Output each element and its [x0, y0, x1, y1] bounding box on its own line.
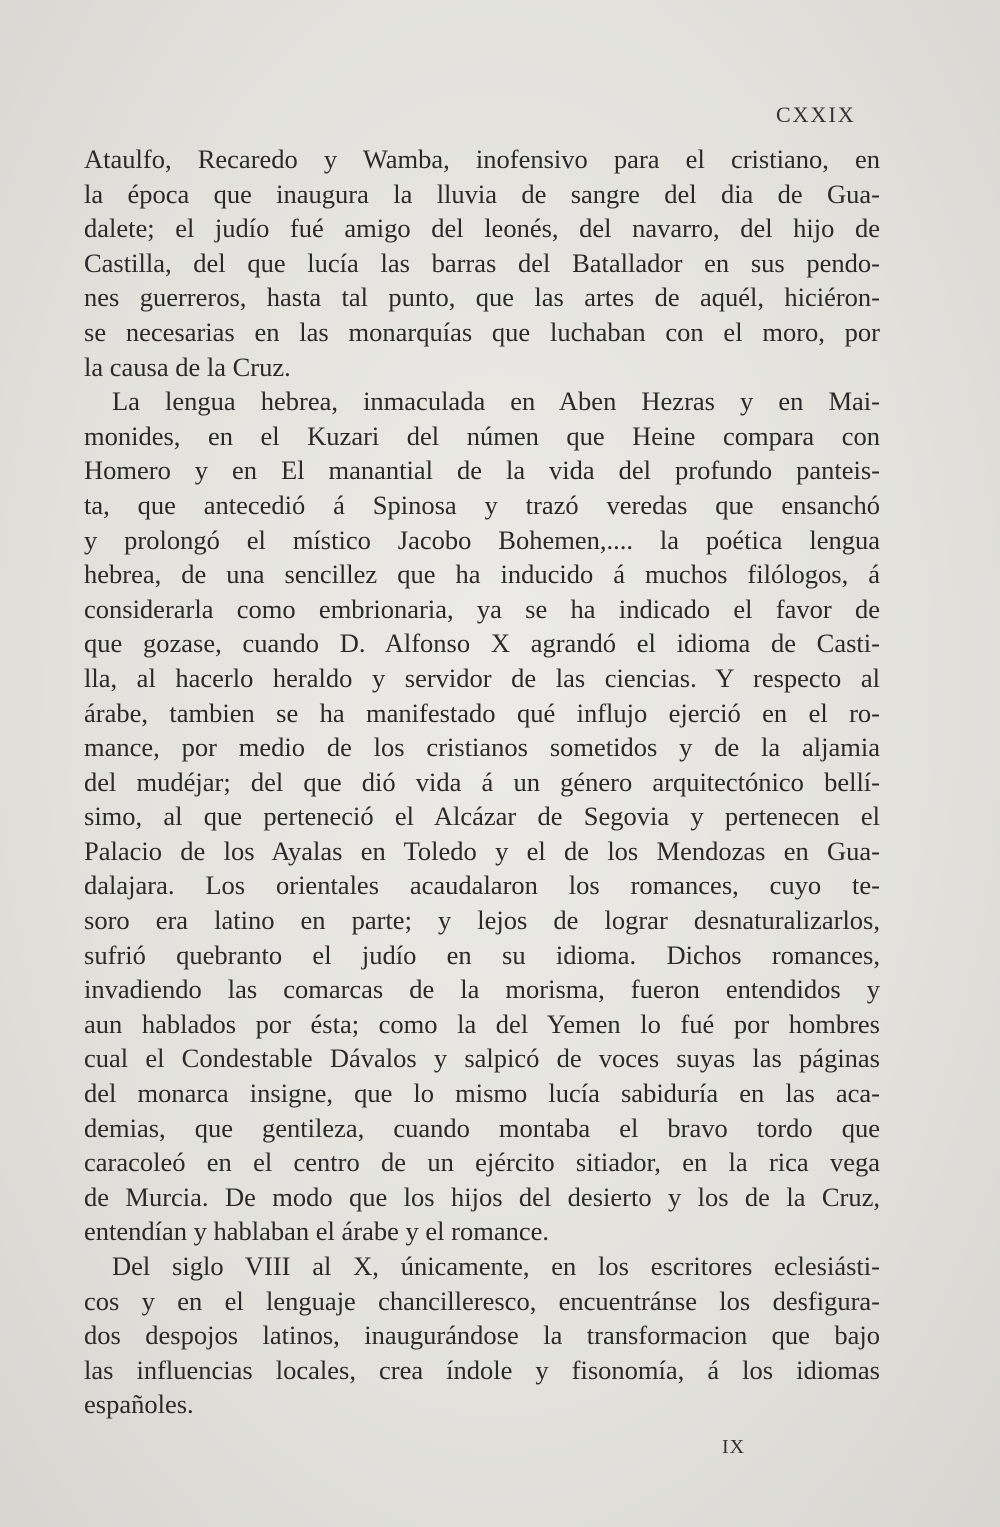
text-line: nes guerreros, hasta tal punto, que las artes de aquél, hiciéron- — [84, 282, 880, 313]
text-line: mance, por medio de los cristianos sometidos y de la aljamia — [84, 732, 880, 763]
body-text — [84, 142, 880, 1422]
text-line: árabe, tambien se ha manifestado qué influjo ejerció en el ro- — [84, 697, 880, 728]
text-line: que gozase, cuando D. Alfonso X agrandó el idioma de Casti- — [84, 628, 880, 659]
text-line: de Murcia. De modo que los hijos del desierto y los de la Cruz, — [84, 1181, 880, 1212]
text-line: la época que inaugura la lluvia de sangre del dia de Gua- — [84, 178, 880, 209]
text-line: dalajara. Los orientales acaudalaron los romances, cuyo te- — [84, 870, 880, 901]
text-line: se necesarias en las monarquías que luchaban con el moro, por — [84, 316, 880, 347]
text-line: lla, al hacerlo heraldo y servidor de las ciencias. Y respecto al — [84, 662, 880, 693]
text-line: dos despojos latinos, inaugurándose la transformacion que bajo — [84, 1320, 880, 1351]
signature-mark: IX — [722, 1436, 746, 1458]
text-line: cual el Condestable Dávalos y salpicó de voces suyas las páginas — [84, 1043, 880, 1074]
text-line: dalete; el judío fué amigo del leonés, del navarro, del hijo de — [84, 213, 880, 244]
text-line: soro era latino en parte; y lejos de lograr desnaturalizarlos, — [84, 905, 880, 936]
text-line: hebrea, de una sencillez que ha inducido á muchos filólogos, á — [84, 559, 880, 590]
page-number: CXXIX — [776, 102, 856, 127]
text-line: españoles. — [84, 1389, 194, 1420]
text-line: del monarca insigne, que lo mismo lucía sabiduría en las aca- — [84, 1078, 880, 1109]
text-line: Palacio de los Ayalas en Toledo y el de los Mendozas en Gua- — [84, 835, 880, 866]
text-line: ta, que antecedió á Spinosa y trazó veredas que ensanchó — [84, 489, 880, 520]
text-line: sufrió quebranto el judío en su idioma. Dichos romances, — [84, 939, 880, 970]
text-line: demias, que gentileza, cuando montaba el bravo tordo que — [84, 1112, 880, 1143]
text-line: invadiendo las comarcas de la morisma, fueron entendidos y — [84, 974, 880, 1005]
text-line: considerarla como embrionaria, ya se ha indicado el favor de — [84, 593, 880, 624]
text-line: y prolongó el místico Jacobo Bohemen,.... la poética lengua — [84, 524, 880, 555]
text-line: la causa de la Cruz. — [84, 351, 291, 382]
text-line: monides, en el Kuzari del númen que Heine compara con — [84, 420, 880, 451]
text-line: Ataulfo, Recaredo y Wamba, inofensivo para el cristiano, en — [84, 144, 880, 174]
text-line: Castilla, del que lucía las barras del Batallador en sus pendo- — [84, 247, 880, 278]
text-line: caracoleó en el centro de un ejército sitiador, en la rica vega — [84, 1147, 880, 1178]
text-line: simo, al que perteneció el Alcázar de Segovia y pertenecen el — [84, 801, 880, 832]
text-line: La lengua hebrea, inmaculada en Aben Hezras y en Mai- — [112, 386, 880, 417]
text-line: entendían y hablaban el árabe y el romance. — [84, 1216, 549, 1247]
text-line: cos y en el lenguaje chancilleresco, encuentránse los desfigura- — [84, 1285, 880, 1316]
text-line: del mudéjar; del que dió vida á un género arquitectónico bellí- — [84, 766, 880, 797]
text-line: Del siglo VIII al X, únicamente, en los escritores eclesiásti- — [112, 1251, 880, 1281]
text-line: aun hablados por ésta; como la del Yemen lo fué por hombres — [84, 1008, 880, 1039]
text-line: Homero y en El manantial de la vida del profundo panteis- — [84, 455, 880, 486]
text-line: las influencias locales, crea índole y fisonomía, á los idiomas — [84, 1354, 880, 1385]
